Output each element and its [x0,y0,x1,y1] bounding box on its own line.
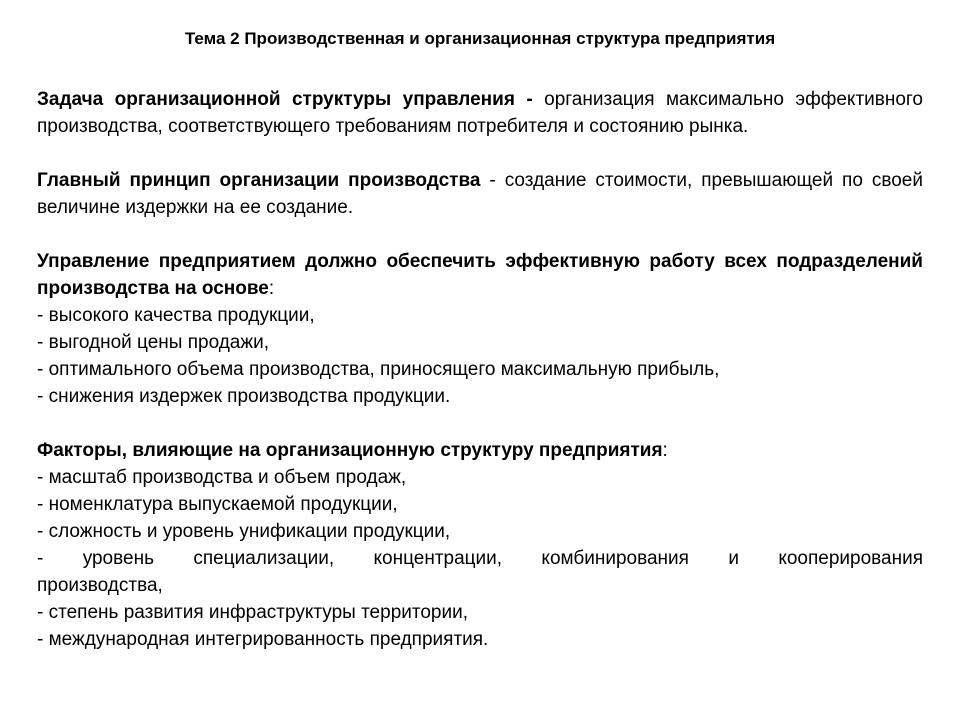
list-item: - масштаб производства и объем продаж, [37,467,407,488]
list-item: - номенклатура выпускаемой продукции, [37,494,398,515]
list-item: производства, [37,575,163,596]
list-item: - уровень специализации, концентрации, комбинирования и кооперирования [37,548,923,569]
list-item: - снижения издержек производства продукции. [37,386,451,407]
management-paragraph [37,248,923,302]
list-item: - степень развития инфраструктуры территории, [37,602,468,623]
slide-title: Тема 2 Производственная и организационная структура предприятия [184,29,776,48]
list-item: - международная интегрированность предприятия. [37,629,489,650]
principle-text: - создание стоимости, превышающей по своей величине издержки на ее создание. [37,170,923,218]
list-item: - оптимального объема производства, приносящего максимальную прибыль, [37,359,720,380]
management-heading: Управление предприятием должно обеспечить эффективную работу всех подразделений производства на основе [37,251,923,299]
task-heading: Задача организационной структуры управления - [37,89,533,110]
list-item: - выгодной цены продажи, [37,332,269,353]
management-suffix: : [268,278,275,299]
factors-list [37,464,923,653]
task-text: организация максимально эффективного производства, соответствующего требованиям потребителя и состоянию рынка. [37,89,924,137]
principle-heading: Главный принцип организации производства [37,170,481,191]
factors-paragraph [37,437,923,464]
factors-suffix: : [662,440,668,461]
principle-paragraph [37,167,923,221]
factors-heading: Факторы, влияющие на организационную структуру предприятия [37,440,663,461]
management-list [37,302,923,410]
task-paragraph [37,86,923,140]
list-item: - сложность и уровень унификации продукции, [37,521,451,542]
list-item: - высокого качества продукции, [37,305,315,326]
slide [37,28,923,653]
